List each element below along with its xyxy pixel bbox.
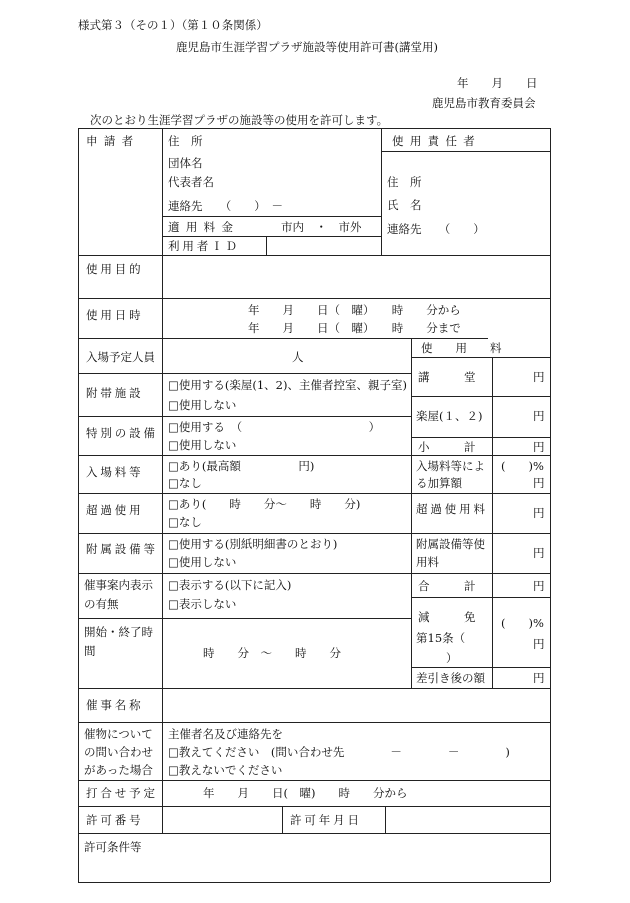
fee-surcharge-rate: ( )% <box>501 459 544 473</box>
overtime-label: 超過使用 <box>86 503 144 517</box>
fee-surcharge-yen: 円 <box>533 476 545 490</box>
equipment-option-none: □使用しない <box>168 438 237 452</box>
accessory-option-none: □使用しない <box>168 555 237 569</box>
purpose-label: 使用目的 <box>86 262 144 276</box>
form-number: 様式第３（その１）（第１０条関係） <box>78 18 268 32</box>
inquiry-label-3: があった場合 <box>84 763 153 777</box>
schedule-to: 年 月 日（ 曜） 時 分まで <box>248 321 461 335</box>
inquiry-label-2: の問い合わせ <box>84 745 153 759</box>
overtime-option-no: □なし <box>168 515 202 529</box>
attendees-label: 入場予定人員 <box>86 350 155 364</box>
fee-overtime-label: 超過使用料 <box>416 502 488 516</box>
accessory-option-use: □使用する(別紙明細書のとおり) <box>168 537 338 551</box>
equipment-option-use: □使用する （ ） <box>168 420 381 434</box>
fee-header: 使 用 料 <box>421 341 502 355</box>
fee-exempt-label-2: 第15条（ <box>416 631 466 645</box>
fee-exempt-label-1: 減 免 <box>418 610 476 624</box>
event-name-label: 催事名称 <box>86 698 144 712</box>
fee-dressing-yen: 円 <box>533 409 545 423</box>
time-label-1: 開始・終了時 <box>84 625 153 639</box>
fee-overtime-yen: 円 <box>533 506 545 520</box>
applicant-label: 申請者 <box>86 134 140 148</box>
fee-accessory-yen: 円 <box>533 546 545 560</box>
display-option-no: □表示しない <box>168 597 237 611</box>
page-title: 鹿児島市生涯学習プラザ施設等使用許可書(講堂用) <box>176 40 438 54</box>
fee-net-label: 差引き後の額 <box>416 671 485 685</box>
facilities-option-use: □使用する(楽屋(1、2)、主催者控室、親子室) <box>168 378 407 392</box>
fee-dressing-label: 楽屋(１、２) <box>416 409 483 423</box>
responsible-label: 使用責任者 <box>392 134 482 148</box>
inquiry-label-1: 催物について <box>84 727 153 741</box>
permit-number-label: 許可番号 <box>86 813 144 827</box>
responsible-name-label: 氏 名 <box>387 198 422 212</box>
fee-surcharge-label-1: 入場料等によ <box>416 459 485 473</box>
fee-subtotal-yen: 円 <box>533 440 545 454</box>
responsible-contact-label: 連絡先 （ ） <box>387 222 485 236</box>
applicant-group-label: 団体名 <box>168 156 203 170</box>
display-option-yes: □表示する(以下に記入) <box>168 578 292 592</box>
fee-total-label: 合 計 <box>418 579 476 593</box>
fee-subtotal-label: 小 計 <box>418 440 476 454</box>
responsible-address-label: 住 所 <box>387 175 422 189</box>
attendees-unit: 人 <box>292 350 304 364</box>
issue-date: 年 月 日 <box>457 76 538 90</box>
applicant-rep-label: 代表者名 <box>168 175 214 189</box>
fee-surcharge-label-2: る加算額 <box>416 476 462 490</box>
fee-accessory-label-2: 用料 <box>416 555 439 569</box>
schedule-from: 年 月 日（ 曜） 時 分から <box>248 303 461 317</box>
time-label-2: 間 <box>84 644 96 658</box>
admission-label: 入場料等 <box>86 465 144 479</box>
fee-exempt-rate: ( )% <box>501 616 544 630</box>
fee-category-label: 適用料金 <box>168 220 240 234</box>
intro-text: 次のとおり生涯学習プラザの施設等の使用を許可します。 <box>90 113 389 127</box>
time-value: 時 分 ～ 時 分 <box>203 646 341 660</box>
issuer: 鹿児島市教育委員会 <box>432 96 536 110</box>
admission-option-yes: □あり(最高額 円) <box>168 459 315 473</box>
admission-option-no: □なし <box>168 476 202 490</box>
accessory-label: 附属設備等 <box>86 542 158 556</box>
fee-total-yen: 円 <box>533 579 545 593</box>
inquiry-line-1: 主催者名及び連絡先を <box>168 727 283 741</box>
facilities-label: 附帯施設 <box>86 386 144 400</box>
applicant-contact-label: 連絡先 （ ） － <box>168 199 283 213</box>
meeting-label: 打合せ予定 <box>86 786 158 800</box>
inquiry-option-no: □教えないでください <box>168 763 283 777</box>
fee-net-yen: 円 <box>533 671 545 685</box>
fee-auditorium-label: 講 堂 <box>418 370 476 384</box>
user-id-label: 利用者ＩＤ <box>168 239 240 253</box>
fee-exempt-label-3: ） <box>446 651 458 665</box>
equipment-label: 特別の設備 <box>86 426 158 440</box>
meeting-value: 年 月 日( 曜) 時 分から <box>203 786 408 800</box>
permit-conditions-label: 許可条件等 <box>84 840 142 854</box>
overtime-option-yes: □あり( 時 分～ 時 分) <box>168 497 361 511</box>
fee-accessory-label-1: 附属設備等使 <box>416 537 485 551</box>
fee-category-value: 市内 ・ 市外 <box>281 220 362 234</box>
permit-date-label: 許可年月日 <box>290 813 362 827</box>
fee-auditorium-yen: 円 <box>533 370 545 384</box>
inquiry-option-tell: □教えてください (問い合わせ先 － － ) <box>168 745 510 759</box>
facilities-option-none: □使用しない <box>168 398 237 412</box>
schedule-label: 使用日時 <box>86 308 144 322</box>
display-label-2: の有無 <box>84 597 119 611</box>
fee-exempt-yen: 円 <box>533 637 545 651</box>
applicant-address-label: 住 所 <box>168 134 203 148</box>
display-label-1: 催事案内表示 <box>84 578 153 592</box>
